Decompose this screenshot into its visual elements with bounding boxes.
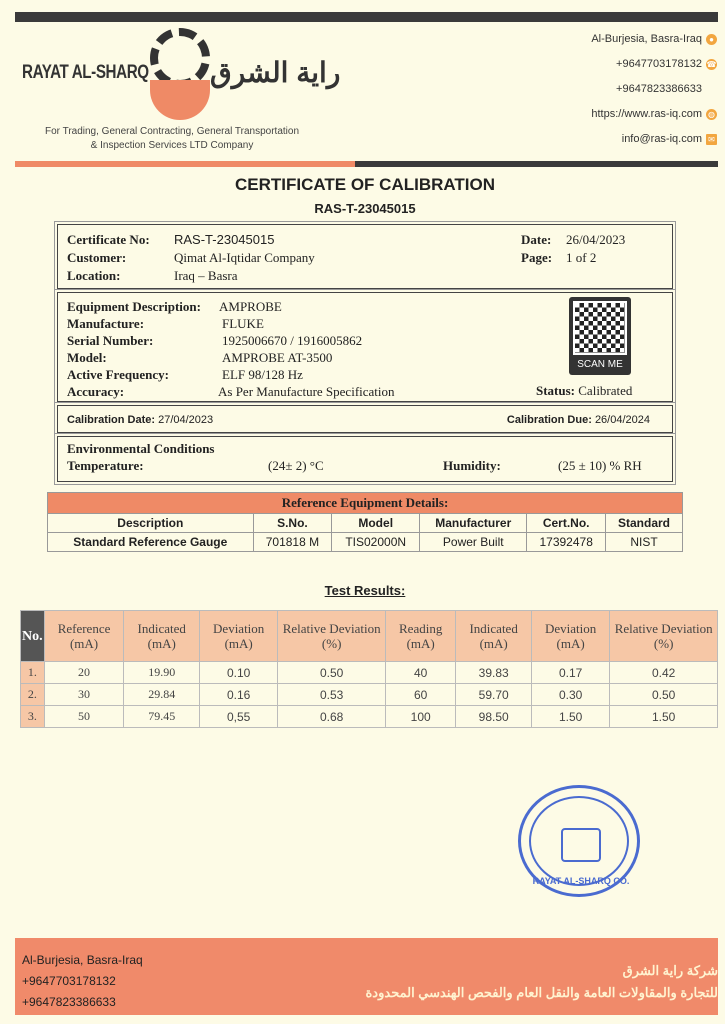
gear-logo-bottom-icon [150,80,210,120]
equipment-description-label: Equipment Description: [67,299,201,314]
column-header: Description [48,514,254,533]
frequency-value: ELF 98/128 Hz [222,367,303,382]
table-cell: 0.50 [610,684,718,706]
footer-phone: +9647703178132 [22,974,116,988]
column-header: Reading (mA) [385,611,455,662]
contact-address [591,33,717,45]
accuracy-label: Accuracy: [67,384,125,399]
calibration-dates-box [57,405,673,433]
serial-label: Serial Number: [67,333,154,348]
column-header: Deviation (mA) [531,611,609,662]
column-header: No. [21,611,45,662]
tagline-line: For Trading, General Contracting, General Transportation [44,126,300,137]
divider-dark [355,161,718,167]
table-cell: 20 [44,662,124,684]
table-cell: 79.45 [124,706,200,728]
temperature-value: (24± 2) °C [268,458,324,473]
column-header: Relative Deviation (%) [278,611,386,662]
mail-icon: ✉ [706,134,717,145]
table-cell: 19.90 [124,662,200,684]
humidity-label: Humidity: [443,458,501,473]
email-link[interactable]: info@ras-iq.com [621,133,702,145]
website-link[interactable]: https://www.ras-iq.com [591,108,702,120]
scan-me-label: SCAN ME [577,359,623,370]
table-row [21,706,718,728]
table-row [48,533,683,552]
model-label: Model: [67,350,107,365]
location-pin-icon: ● [706,34,717,45]
column-header: Deviation (mA) [199,611,277,662]
contact-phone2 [616,83,702,95]
logo-text: RAYAT AL-SHARQ [22,62,149,83]
status-label: Status: [536,383,576,398]
tagline [22,125,322,153]
frequency-label: Active Frequency: [67,367,169,382]
equipment-box [57,292,673,402]
page-value: 1 of 2 [566,250,597,265]
customer-value: Qimat Al-Iqtidar Company [174,250,315,265]
table-cell: 3. [21,706,45,728]
table-cell: 0.10 [199,662,277,684]
column-header: Reference (mA) [44,611,124,662]
table-cell: 701818 M [253,533,332,552]
page-title: CERTIFICATE OF CALIBRATION [234,175,495,194]
contact-email [622,133,717,145]
table-cell: 60 [385,684,455,706]
table-cell: 1.50 [610,706,718,728]
footer-arabic-name: شركة راية الشرق [622,963,718,978]
cert-no-label: Certificate No: [67,232,150,247]
divider-orange [15,161,355,167]
status-value: Calibrated [578,383,633,398]
company-stamp: RAYAT AL-SHARQ CO. [518,785,640,897]
environment-title: Environmental Conditions [67,441,215,456]
table-cell: 100 [385,706,455,728]
accuracy-value: As Per Manufacture Specification [218,384,395,399]
footer-arabic-tagline: للتجارة والمقاولات العامة والنقل العام والفحص الهندسي المحدودة [365,985,718,1000]
table-cell: 50 [44,706,124,728]
column-header: Standard [606,514,683,533]
table-cell: 2. [21,684,45,706]
table-cell: 0.16 [199,684,277,706]
manufacture-value: FLUKE [222,316,264,331]
table-cell: 0.50 [278,662,386,684]
column-header: Manufacturer [420,514,527,533]
manufacture-label: Manufacture: [67,316,145,331]
table-cell: 0.68 [278,706,386,728]
table-cell: 0.30 [531,684,609,706]
serial-value: 1925006670 / 1916005862 [222,333,363,348]
table-cell: TIS02000N [332,533,420,552]
temperature-label: Temperature: [67,458,144,473]
table-cell: 0.42 [610,662,718,684]
calibration-due-value: 26/04/2024 [594,414,650,426]
certificate-info-box [57,224,673,289]
contact-website [591,108,717,120]
top-bar [15,12,718,22]
table-cell: 39.83 [456,662,532,684]
table-cell: 29.84 [124,684,200,706]
contact-phone1 [616,58,717,70]
table-cell: 40 [385,662,455,684]
column-header: Relative Deviation (%) [610,611,718,662]
table-cell: 1. [21,662,45,684]
calibration-due-label: Calibration Due: [506,414,592,426]
table-cell: 98.50 [456,706,532,728]
footer-phone: +9647823386633 [22,995,116,1009]
certificate-id: RAS-T-23045015 [314,201,416,216]
logo-arabic: راية الشرق [210,57,341,88]
humidity-value: (25 ± 10) % RH [558,458,642,473]
column-header: Indicated (mA) [124,611,200,662]
model-value: AMPROBE AT-3500 [222,350,333,365]
table-row [21,662,718,684]
column-header: Indicated (mA) [456,611,532,662]
date-label: Date: [521,232,552,247]
table-cell: 0.53 [278,684,386,706]
environment-box [57,436,673,482]
location-value: Iraq – Basra [174,268,238,283]
phone-text: +9647823386633 [616,83,702,95]
qr-pattern-icon [573,301,627,355]
column-header: Model [332,514,420,533]
phone-icon: ☎ [706,59,717,69]
table-cell: Power Built [420,533,527,552]
table-row [21,684,718,706]
calibration-date-value: 27/04/2023 [158,414,214,426]
tagline-line: & Inspection Services LTD Company [90,140,254,151]
page-label: Page: [521,250,553,265]
footer-address: Al-Burjesia, Basra-Iraq [22,953,143,967]
location-label: Location: [67,268,121,283]
table-cell: 17392478 [527,533,606,552]
table-cell: 1.50 [531,706,609,728]
phone-text: +9647703178132 [616,58,702,70]
qr-code[interactable] [569,297,631,375]
address-text: Al-Burjesia, Basra-Iraq [591,33,702,45]
column-header: Cert.No. [527,514,606,533]
calibration-date-label: Calibration Date: [67,414,156,426]
oil-pump-icon [561,828,601,862]
date-value: 26/04/2023 [566,232,626,247]
table-cell: 59.70 [456,684,532,706]
test-results-table [20,610,718,728]
table-cell: NIST [606,533,683,552]
table-cell: 30 [44,684,124,706]
table-cell: 0.17 [531,662,609,684]
cert-no-value: RAS-T-23045015 [174,232,275,247]
equipment-description-value: AMPROBE [219,299,282,314]
reference-title: Reference Equipment Details: [281,495,449,510]
customer-label: Customer: [67,250,127,265]
globe-icon: ◍ [706,109,717,120]
table-cell: 0,55 [199,706,277,728]
footer [15,938,718,1015]
gear-logo-icon [150,28,210,88]
column-header: S.No. [253,514,332,533]
reference-equipment-table [47,492,683,552]
test-results-title: Test Results: [324,583,406,598]
table-cell: Standard Reference Gauge [48,533,254,552]
